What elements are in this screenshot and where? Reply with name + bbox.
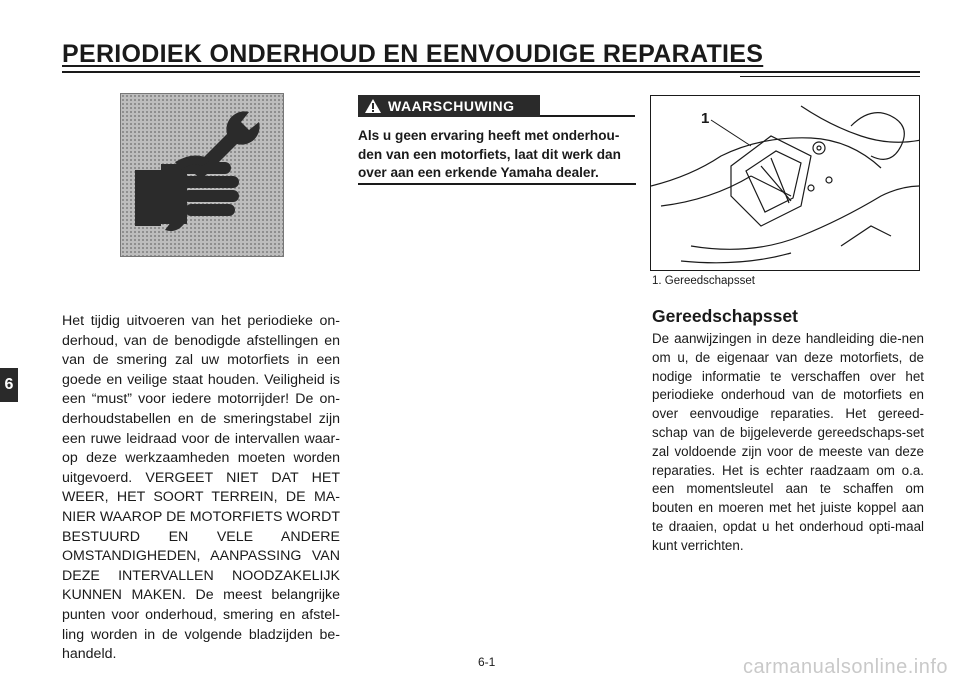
- maintenance-illustration: [120, 93, 284, 257]
- section-tab: 6: [0, 368, 18, 402]
- intro-paragraph: Het tijdig uitvoeren van het periodieke on-derhoud, van de benodigde afstellingen en van de smering zal uw motorfiets in een goede en veilige staat houden. Veiligheid is een “must” voor iedere motorrijder! De on-derhoudstabellen en de smeringstabel zijn een ruwe leidraad voor de intervallen waar-op deze werkzaamheden moeten worden uitgevoerd. VERGEET NIET DAT HET WEER, HET SOORT TERREIN, DE MA-NIER WAAROP DE MOTORFIETS WORDT BESTUURD EN VELE ANDERE OMSTANDIGHEDEN, AANPASSING VAN DEZE INTERVALLEN NOODZAKELIJK KUNNEN MAKEN. De meest belangrijke punten voor onderhoud, smering en afstel-ling worden in de volgende bladzijden be-handeld.: [62, 313, 340, 663]
- title-rule-thin: [740, 76, 920, 77]
- watermark: carmanualsonline.info: [742, 656, 948, 678]
- page-number: 6-1: [478, 655, 496, 669]
- warning-rule: [540, 115, 635, 117]
- figure-callout-1: 1: [701, 110, 710, 127]
- page-title: PERIODIEK ONDERHOUD EN EENVOUDIGE REPARATIES: [62, 40, 764, 68]
- warning-badge: [358, 95, 540, 117]
- figure-caption: 1. Gereedschapsset: [652, 275, 755, 287]
- hand-wrench-icon: [131, 104, 273, 246]
- section-heading: Gereedschapsset: [652, 306, 798, 326]
- toolkit-figure: [650, 95, 920, 271]
- warning-triangle-icon: [364, 98, 382, 114]
- warning-text: Als u geen ervaring heeft met onderhou-den van een motorfiets, laat dit werk dan over aan een erkende Yamaha dealer.: [358, 128, 621, 181]
- motorcycle-seat-illustration: [651, 96, 920, 271]
- warning-label: WAARSCHUWING: [388, 98, 515, 114]
- title-rule: [62, 71, 920, 73]
- section-paragraph: De aanwijzingen in deze handleiding die-nen om u, de eigenaar van deze motorfiets, de nodige informatie te verschaffen over het periodieke onderhoud van de motorfiets en over eenvoudige reparaties. Het gereed-schap van de bijgeleverde gereedschaps-set zal voldoende zijn voor de meeste van deze reparaties. Het is echter raadzaam om o.a. een momentsleutel aan te schaffen om bouten en moeren met het juiste koppel aan te draaien, opdat u het onderhoud opti-maal kunt verrichten.: [652, 331, 924, 553]
- warning-bottom-rule: [358, 183, 636, 185]
